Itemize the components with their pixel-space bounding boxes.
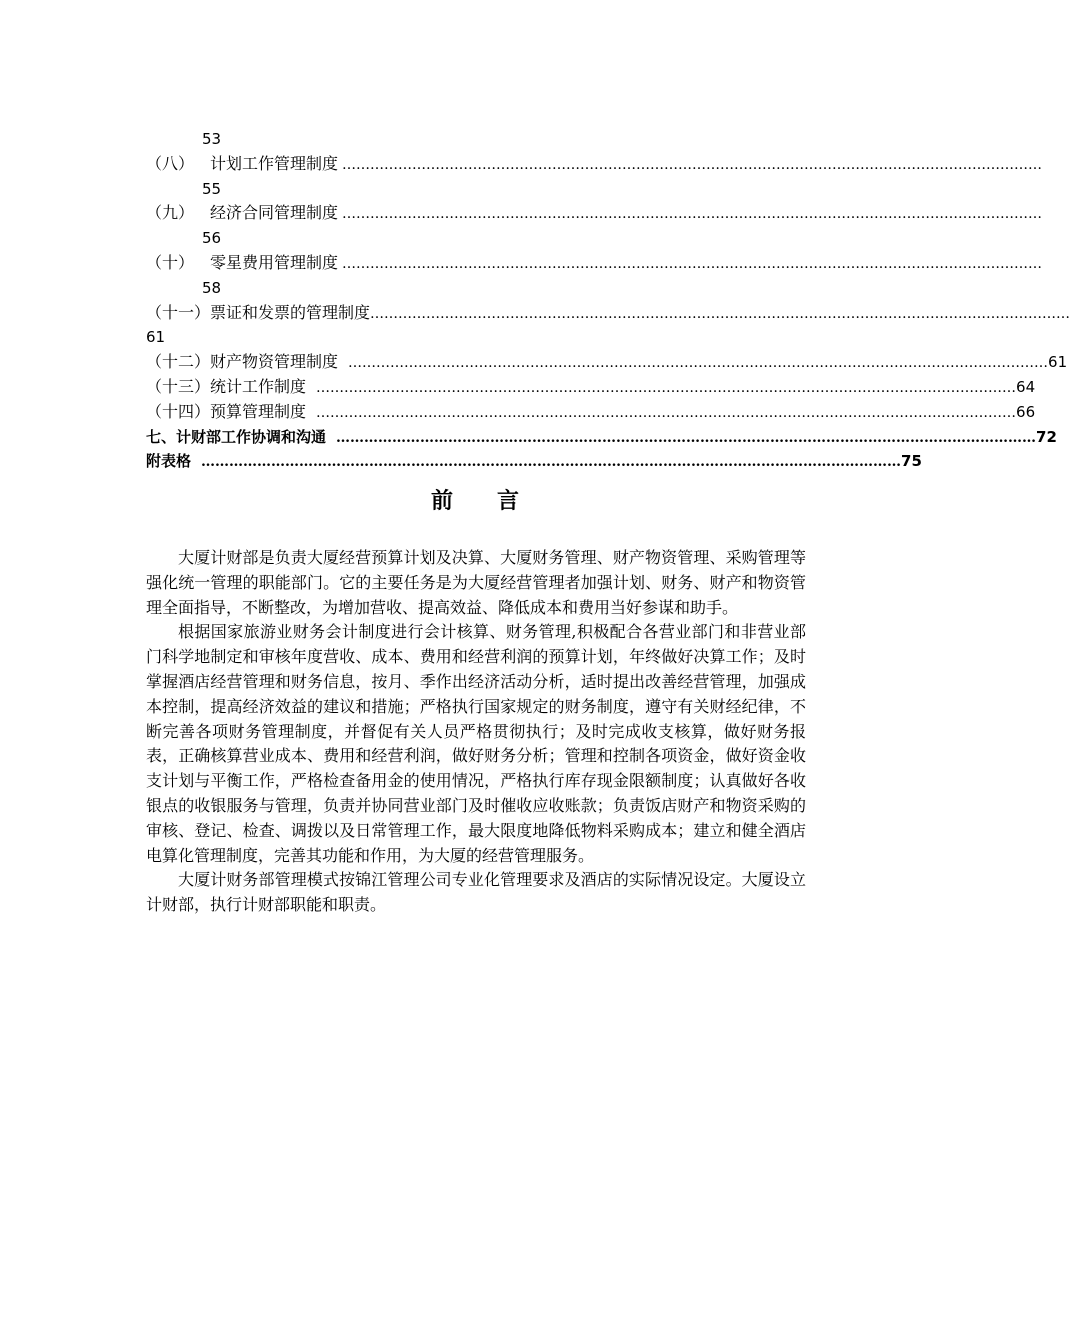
paragraph: 根据国家旅游业财务会计制度进行会计核算、财务管理,积极配合各营业部门和非营业部门科学地制定和审核年度营收、成本、费用和经营利润的预算计划，年终做好决算工作；及时掌握酒店经营管理和财务信息，按月、季作出经济活动分析，适时提出改善经营管理，加强成本控制，提高经济效益的建议和措施；严格执行国家规定的财务制度，遵守有关财经纪律，不断完善各项财务管理制度，并督促有关人员严格贯彻执行；及时完成收支核算，做好财务报表，正确核算营业成本、费用和经营利润，做好财务分析；管理和控制各项资金，做好资金收支计划与平衡工作，严格检查备用金的使用情况，严格执行库存现金限额制度；认真做好各收银点的收银服务与管理，负责并协同营业部门及时催收应收账款；负责饭店财产和物资采购的审核、登记、检查、调拨以及日常管理工作，最大限度地降低物料采购成本；建立和健全酒店电算化管理制度，完善其功能和作用，为大厦的经营管理服务。 xyxy=(146,622,806,865)
toc-leader-dots: …………………………………………………………………………………………………………………………………… xyxy=(370,305,1070,322)
paragraph: 大厦计财部是负责大厦经营预算计划及决算、大厦财务管理、财产物资管理、采购管理等强化统一管理的职能部门。它的主要任务是为大厦经营管理者加强计划、财务、财产和物资管理全面指导，不断整改，为增加营收、提高效益、降低成本和费用当好参谋和助手。 xyxy=(146,548,806,617)
toc-leader-dots: …………………………………………………………………………………………………………………………………… xyxy=(201,454,902,471)
toc-entry-index: （八） xyxy=(146,153,195,173)
paragraph: 大厦计财务部管理模式按锦江管理公司专业化管理要求及酒店的实际情况设定。大厦设立计财部，执行计财部职能和职责。 xyxy=(146,870,806,915)
toc-entry-9[interactable] xyxy=(146,201,1043,226)
toc-entry-label xyxy=(146,425,326,450)
toc-leader-dots: …………………………………………………………………………………………………………………………………… xyxy=(348,355,1049,372)
preface-body xyxy=(146,546,806,918)
toc-entry-page: 61 xyxy=(1048,353,1068,372)
toc-entry-title: 计财部工作协调和沟通 xyxy=(176,427,327,446)
toc-entry-index: （十一） xyxy=(146,302,211,322)
toc-entry-chapter-7[interactable] xyxy=(146,425,1057,450)
toc-entry-label xyxy=(146,350,338,375)
toc-entry-index: （十二） xyxy=(146,352,211,372)
toc-entry-10[interactable] xyxy=(146,251,1043,276)
toc-entry-13[interactable] xyxy=(146,375,1036,400)
toc-entry-title: 预算管理制度 xyxy=(210,401,307,421)
toc-leader-dots: …………………………………………………………………………………………………………………………………… xyxy=(342,255,1043,272)
toc-entry-index: （九） xyxy=(146,203,195,223)
toc-page-53: 53 xyxy=(202,130,222,148)
toc-leader-dots: …………………………………………………………………………………………………………………………………… xyxy=(316,404,1017,421)
toc-entry-title: 经济合同管理制度 xyxy=(210,203,339,223)
toc-page-number xyxy=(146,226,806,251)
toc-entry-label xyxy=(146,152,338,177)
toc-entry-11[interactable] xyxy=(146,301,1070,326)
toc-entry-appendix[interactable] xyxy=(146,449,922,474)
toc-entry-title: 附表格 xyxy=(146,452,192,471)
toc-page-61: 61 xyxy=(146,328,166,347)
toc-page-number xyxy=(146,325,806,350)
toc-entry-label xyxy=(146,201,338,226)
toc-entry-index: （十三） xyxy=(146,376,211,396)
toc-entry-index: （十） xyxy=(146,252,195,272)
toc-entry-title: 票证和发票的管理制度 xyxy=(210,302,371,322)
toc-entry-title: 财产物资管理制度 xyxy=(210,352,339,372)
toc-leader-dots: …………………………………………………………………………………………………………………………………… xyxy=(342,156,1043,173)
toc-leader-dots: …………………………………………………………………………………………………………………………………… xyxy=(342,206,1043,223)
toc-entry-page: 72 xyxy=(1036,427,1057,446)
toc-leader-dots: …………………………………………………………………………………………………………………………………… xyxy=(336,429,1037,446)
toc-entry-label xyxy=(146,400,306,425)
toc-page-number xyxy=(146,127,806,152)
heading-char-1: 前 xyxy=(430,489,453,514)
toc-entry-12[interactable] xyxy=(146,350,1068,375)
toc-entry-title: 统计工作制度 xyxy=(210,376,307,396)
toc-entry-page: 64 xyxy=(1016,377,1036,396)
toc-entry-label xyxy=(146,375,306,400)
toc-leader-dots: …………………………………………………………………………………………………………………………………… xyxy=(316,379,1017,396)
table-of-contents xyxy=(146,127,1070,474)
toc-page-58: 58 xyxy=(202,278,222,297)
toc-entry-page: 75 xyxy=(901,452,922,471)
toc-page-56: 56 xyxy=(202,229,222,248)
toc-entry-label xyxy=(146,449,191,474)
toc-entry-title: 计划工作管理制度 xyxy=(210,153,339,173)
toc-page-number xyxy=(146,177,806,202)
toc-entry-label xyxy=(146,251,338,276)
toc-entry-page: 66 xyxy=(1016,402,1036,421)
toc-page-55: 55 xyxy=(202,179,222,198)
toc-page-number xyxy=(146,276,806,301)
toc-entry-label xyxy=(146,301,370,326)
toc-entry-8[interactable] xyxy=(146,152,1043,177)
toc-entry-index: （十四） xyxy=(146,401,211,421)
section-heading-preface xyxy=(0,484,950,515)
toc-entry-14[interactable] xyxy=(146,400,1036,425)
heading-char-2: 言 xyxy=(497,489,520,514)
toc-entry-index: 七、 xyxy=(146,427,177,446)
toc-entry-title: 零星费用管理制度 xyxy=(210,252,339,272)
